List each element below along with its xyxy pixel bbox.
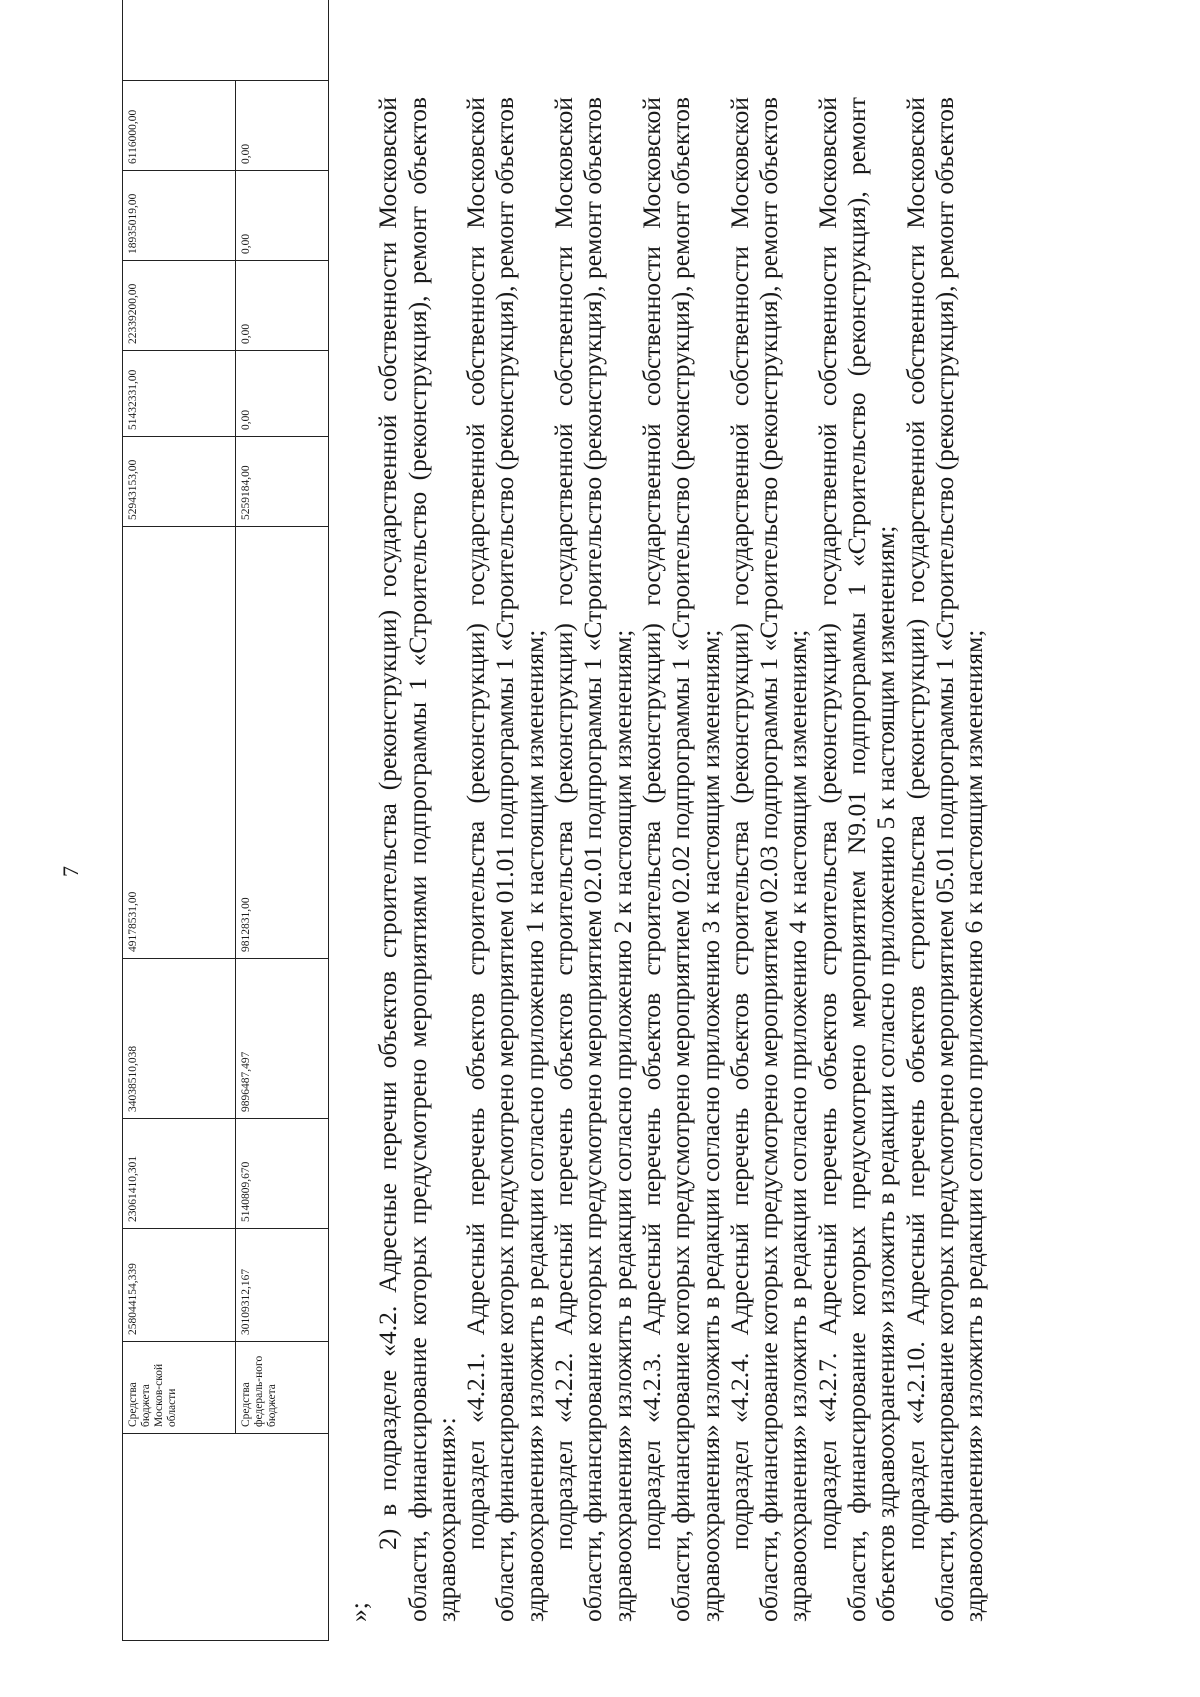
table-empty-cell [123, 0, 329, 81]
table-cell: 22339200,00 [123, 261, 236, 351]
paragraph: подраздел «4.2.10. Адресный перечень объектов строительства (реконструкции) государственной собственности Московской области, финансирование которых предусмотрено мероприятием 05.01 подпрограммы 1 «Строительство (реконструкция), ремонт объектов здравоохранения» изложить в редакции согласно приложению 6 к настоящим изменениям; [900, 97, 989, 1622]
row-label-cell: Средства бюджета Москов-ской области [123, 1342, 236, 1434]
table-cell: 9812831,00 [236, 527, 329, 959]
table-cell: 0,00 [236, 261, 329, 351]
table-cell: 9896487,497 [236, 959, 329, 1119]
paragraph: подраздел «4.2.4. Адресный перечень объектов строительства (реконструкции) государственной собственности Московской области, финансирование которых предусмотрено мероприятием 02.03 подпрограммы 1 «Строительство (реконструкция), ремонт объектов здравоохранения» изложить в редакции согласно приложению 4 к настоящим изменениям; [724, 97, 813, 1622]
paragraph: подраздел «4.2.7. Адресный перечень объектов строительства (реконструкции) государственной собственности Московской области, финансирование которых предусмотрено мероприятием N9.01 подпрограммы 1 «Строительство (реконструкция), ремонт объектов здравоохранения» изложить в редакции согласно приложению 5 к настоящим изменениям; [812, 97, 901, 1622]
paragraph: подраздел «4.2.2. Адресный перечень объектов строительства (реконструкции) государственной собственности Московской области, финансирование которых предусмотрено мероприятием 02.01 подпрограммы 1 «Строительство (реконструкция), ремонт объектов здравоохранения» изложить в редакции согласно приложению 2 к настоящим изменениям; [549, 97, 637, 1622]
table-cell: 0,00 [236, 81, 329, 171]
paragraph: подраздел «4.2.1. Адресный перечень объектов строительства (реконструкции) государственной собственности Московской области, финансирование которых предусмотрено мероприятием 01.01 подпрограммы 1 «Строительство (реконструкция), ремонт объектов здравоохранения» изложить в редакции согласно приложению 1 к настоящим изменениям; [461, 97, 549, 1622]
table-cell: 5140809,670 [236, 1119, 329, 1229]
funding-table [122, 0, 329, 1641]
table-cell: 34038510,038 [123, 959, 236, 1119]
page-number: 7 [58, 866, 83, 877]
table-cell: 23061410,301 [123, 1119, 236, 1229]
table-cell: 0,00 [236, 351, 329, 437]
table-row [123, 0, 236, 1641]
table-cell: 258044154,339 [123, 1229, 236, 1342]
table-empty-cell [123, 1434, 329, 1641]
table-cell: 30109312,167 [236, 1229, 329, 1342]
table-cell: 51432331,00 [123, 351, 236, 437]
closing-mark: »; [344, 1602, 373, 1622]
paragraph: 2) в подразделе «4.2. Адресные перечни объектов строительства (реконструкции) государственной собственности Московской области, финансирование которых предусмотрено мероприятиями подпрограммы 1 «Строительство (реконструкция), ремонт объектов здравоохранения»: [373, 97, 461, 1622]
row-label-cell: Средства федераль-ного бюджета [236, 1342, 329, 1434]
table-cell: 6116000,00 [123, 81, 236, 171]
table-row [236, 0, 329, 1641]
table-cell: 49178531,00 [123, 527, 236, 959]
table-cell: 0,00 [236, 171, 329, 261]
table-cell: 18935019,00 [123, 171, 236, 261]
paragraph: подраздел «4.2.3. Адресный перечень объектов строительства (реконструкции) государственной собственности Московской области, финансирование которых предусмотрено мероприятием 02.02 подпрограммы 1 «Строительство (реконструкция), ремонт объектов здравоохранения» изложить в редакции согласно приложению 3 к настоящим изменениям; [636, 97, 725, 1622]
document-body [344, 97, 989, 1622]
table-cell: 52943153,00 [123, 437, 236, 527]
table-cell: 5259184,00 [236, 437, 329, 527]
